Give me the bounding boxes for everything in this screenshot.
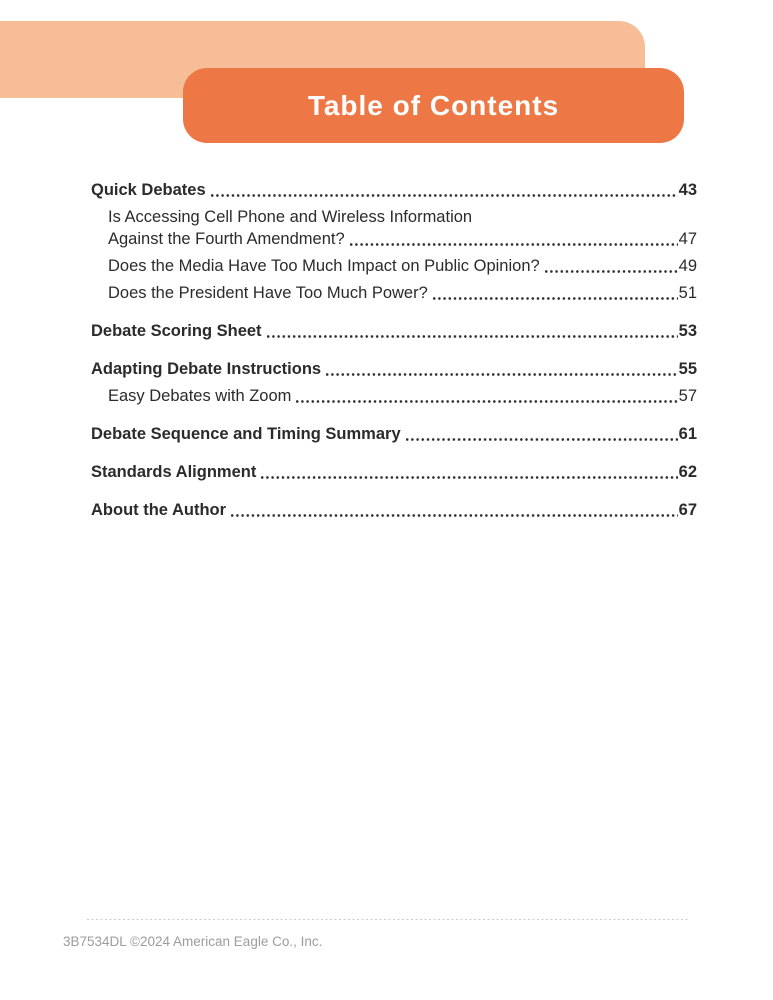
dot-leader <box>350 243 678 246</box>
toc-entry-cell-phone-line2 <box>108 228 697 250</box>
entry-page-number: 43 <box>678 181 697 199</box>
footer-copyright: 3B7534DL ©2024 American Eagle Co., Inc. <box>63 934 323 949</box>
toc-entry-debate-sequence-timing <box>91 423 697 445</box>
dot-leader <box>545 270 678 273</box>
entry-label: Does the Media Have Too Much Impact on Public Opinion? <box>108 257 540 275</box>
entry-page-number: 61 <box>678 425 697 443</box>
entry-label: Debate Sequence and Timing Summary <box>91 425 401 443</box>
entry-label: Standards Alignment <box>91 463 257 481</box>
entry-page-number: 49 <box>678 257 697 275</box>
entry-label: Quick Debates <box>91 181 206 199</box>
entry-page-number: 53 <box>678 322 697 340</box>
entry-page-number: 47 <box>678 230 697 248</box>
entry-page-number: 57 <box>678 387 697 405</box>
toc-list <box>91 179 697 521</box>
entry-label: Adapting Debate Instructions <box>91 360 322 378</box>
entry-label: Is Accessing Cell Phone and Wireless Information <box>108 208 473 226</box>
dot-leader <box>406 438 678 441</box>
toc-entry-quick-debates <box>91 179 697 201</box>
entry-page-number: 51 <box>678 284 697 302</box>
toc-entry-adapting-debate-instructions <box>91 358 697 380</box>
dot-leader <box>267 335 678 338</box>
toc-entry-media-impact <box>108 255 697 277</box>
dot-leader <box>231 514 678 517</box>
toc-entry-standards-alignment <box>91 461 697 483</box>
dot-leader <box>211 194 678 197</box>
entry-label: Against the Fourth Amendment? <box>108 230 345 248</box>
entry-page-number: 67 <box>678 501 697 519</box>
toc-entry-easy-debates-zoom <box>108 385 697 407</box>
toc-entry-cell-phone-line1 <box>108 206 697 228</box>
dot-leader <box>326 373 678 376</box>
toc-entry-about-the-author <box>91 499 697 521</box>
entry-page-number: 55 <box>678 360 697 378</box>
dot-leader <box>296 400 677 403</box>
entry-label: Debate Scoring Sheet <box>91 322 262 340</box>
page-title: Table of Contents <box>307 89 560 121</box>
title-banner <box>183 68 684 143</box>
entry-label: Does the President Have Too Much Power? <box>108 284 428 302</box>
entry-page-number: 62 <box>678 463 697 481</box>
toc-entry-president-power <box>108 282 697 304</box>
footer-divider <box>87 919 689 921</box>
dot-leader <box>433 297 678 300</box>
dot-leader <box>261 476 677 479</box>
entry-label: Easy Debates with Zoom <box>108 387 292 405</box>
entry-label: About the Author <box>91 501 227 519</box>
toc-entry-debate-scoring-sheet <box>91 320 697 342</box>
